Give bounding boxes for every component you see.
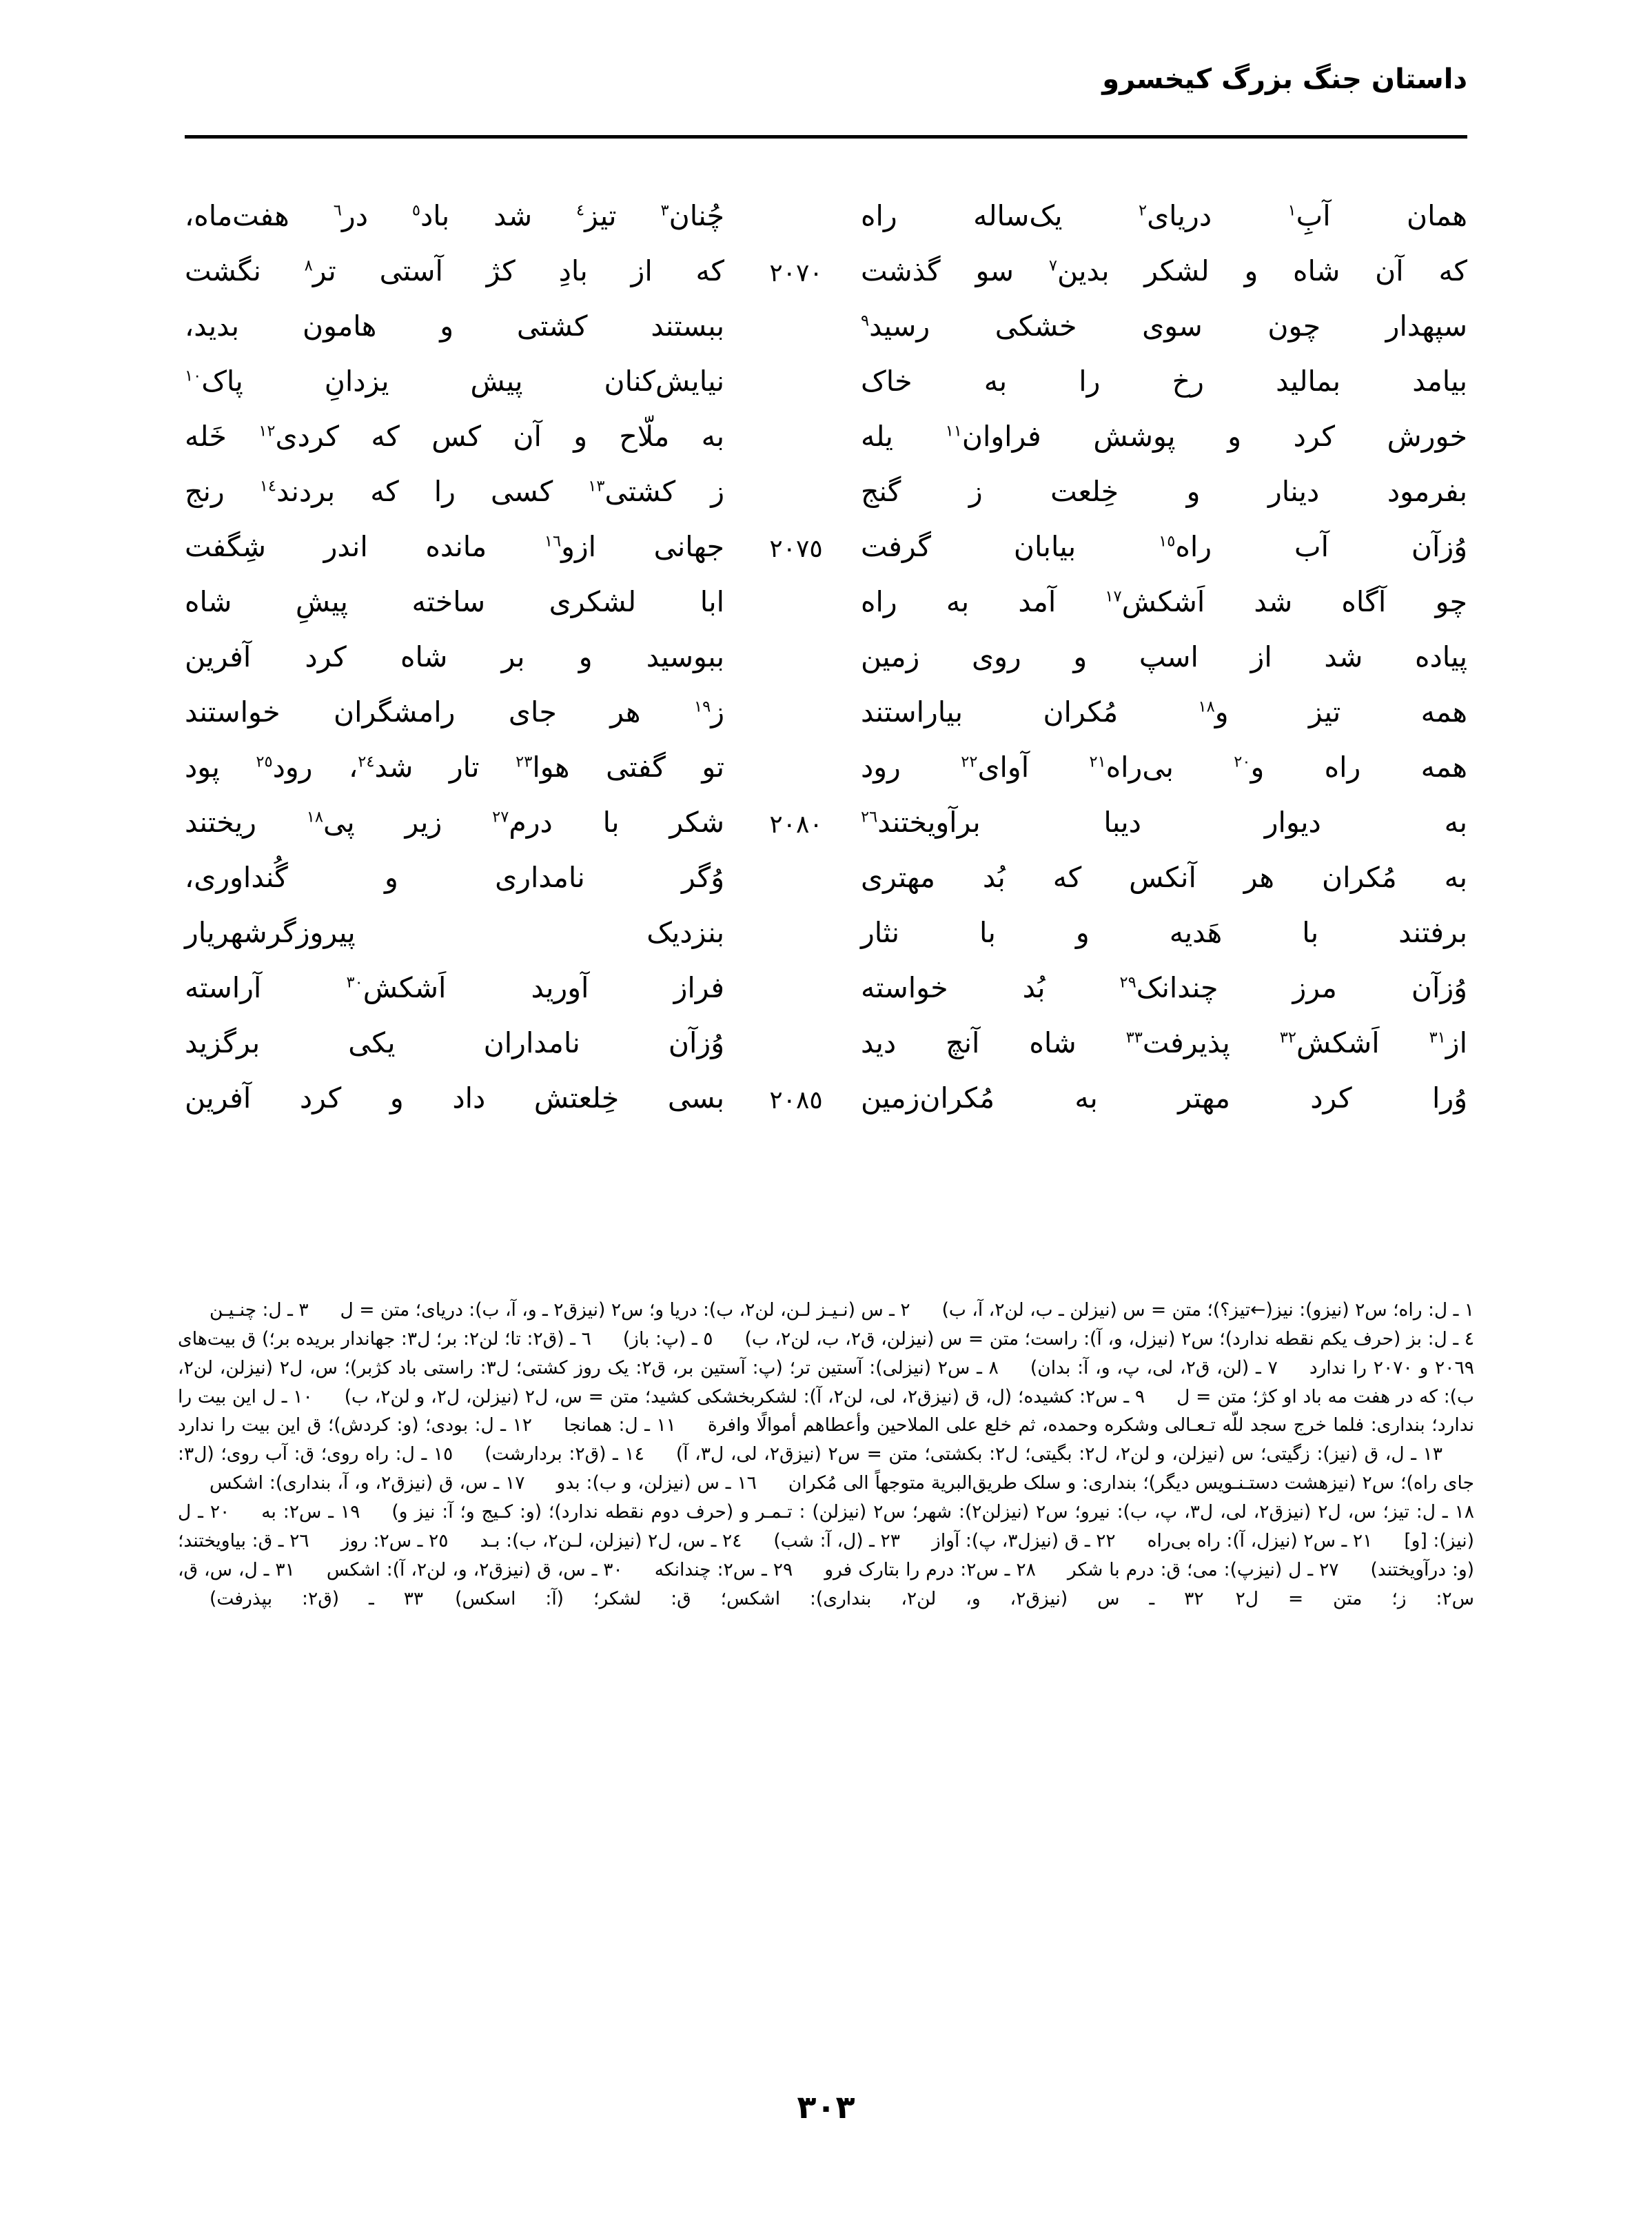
footnote-entry: ١٤ ـ (ق٢: بردارشت) xyxy=(485,1443,644,1465)
verse-number xyxy=(752,972,840,976)
footnote-entry: ٧ ـ (لن، ق٢، لی، پ، و، آ: بدان) xyxy=(1030,1356,1278,1378)
hemistich-right: بفرمود دینار و خِلعت ز گنج xyxy=(861,475,1467,508)
verse-line xyxy=(185,862,1467,917)
footnote-entry: ١٧ ـ س، ق (نیزق٢، و، آ، بنداری): اشکس xyxy=(210,1472,525,1494)
hemistich-right: وُزآن آب راه$^{١٥}$ بیابان گرفت xyxy=(861,530,1468,563)
verse-number xyxy=(752,420,840,425)
verse-line xyxy=(185,972,1467,1027)
verse-line xyxy=(185,200,1467,255)
verse-line xyxy=(185,255,1467,310)
verse-number: ٢٠٧٥ xyxy=(769,535,823,563)
footnote-entry: ١ ـ ل: راه؛ س٢ (نیزو): نیز(←تیز؟)؛ متن = س (نیزلن ـ ب، لن٢، آ، ب) xyxy=(941,1299,1475,1321)
footnote-entry: ٢٥ ـ س٢: روز xyxy=(340,1529,449,1551)
footnote-entry: ٢٧ ـ ل (نیزپ): می؛ ق: درم با شکر xyxy=(1067,1558,1339,1580)
verse-line xyxy=(185,751,1467,806)
page-number: ٣٠٣ xyxy=(797,2088,855,2126)
verse-line xyxy=(185,696,1467,751)
hemistich-left: شکر با درم$^{٢٧}$ زیر پی$^{١٨}$ ریختند xyxy=(185,806,725,839)
hemistich-right: وُزآن مرز چندانک$^{٢٩}$ بُد خواسته xyxy=(861,971,1467,1004)
footnote-entry: ١٦ ـ س (نیزلن، و ب): بدو xyxy=(556,1472,757,1494)
footnote-entry: ١٣ ـ ل، ق (نیز): زگیتی؛ س (نیزلن، و لن٢، ل٢: بگیتی؛ ل٢: بکشتی؛ متن = س٢ (نیزق٢، لی، ل٣، آ) xyxy=(675,1443,1443,1465)
hemistich-left: وُزآن نامداران یکی برگزید xyxy=(185,1026,724,1059)
footnote-entry: ٣٢ ـ س (نیزق٢، و، لن٢، بنداری): اشکس؛ ق: لشکر؛ (آ: اسکس) xyxy=(455,1587,1204,1609)
verse-number xyxy=(752,310,840,314)
hemistich-left: چُنان$^٣$ تیز$^٤$ شد باد$^٥$ در$^٦$ هفت‌ماه، xyxy=(185,199,724,232)
header-divider-rule xyxy=(185,135,1467,139)
footnote-entry: ٦ ـ (ق٢: تا؛ لن٢: بر؛ ل٣: جهاندار بریده بر؛) ق بیت‌های ٢٠٦٩ و ٢٠٧٠ را ندارد xyxy=(178,1327,1474,1378)
footnote-entry: ٥ ـ (پ: باز) xyxy=(622,1327,713,1350)
hemistich-left: فراز آورید اَشکش$^{٣٠}$ آراسته xyxy=(185,971,724,1004)
hemistich-right: سپهدار چون سوی خشکی رسید$^٩$ xyxy=(861,309,1467,343)
footnote-entry: ٢٦ ـ ق: بیاویختند؛ (و: درآویختند) xyxy=(178,1529,1475,1580)
hemistich-left: نیایش‌کنان پیش یزدانِ پاک$^{١٠}$ xyxy=(185,365,724,398)
verse-columns xyxy=(185,200,1467,1179)
hemistich-right: که آن شاه و لشکر بدین$^٧$ سو گذشت xyxy=(861,254,1467,287)
verse-line xyxy=(185,806,1467,862)
verse-line xyxy=(185,1082,1467,1137)
footnote-entry: ٢٢ ـ ق (نیزل٣، پ): آواز xyxy=(932,1529,1116,1551)
footnote-entry: ٢ ـ س (نـیـز لـن، لن٢، ب): دریا و؛ س٢ (نیزق٢ ـ و، آ، ب): دریای؛ متن = ل xyxy=(340,1299,910,1321)
hemistich-right: به دیوار دیبا برآویختند$^{٢٦}$ xyxy=(861,806,1467,839)
footnote-entry: ٢٤ ـ س، ل٢ (نیزلن، لـن٢، ب): بـد xyxy=(480,1529,742,1551)
hemistich-left: بسی خِلعتش داد و کرد آفرین xyxy=(185,1081,724,1114)
hemistich-left: ز کشتی$^{١٣}$ کسی را که بردند$^{١٤}$ رنج xyxy=(185,475,724,508)
footnote-entry: ٤ ـ ل: بز (حرف یکم نقطه ندارد)؛ س٢ (نیزل، و، آ): راست؛ متن = س (نیزلن، ق٢، ب، لن٢، ب) xyxy=(744,1327,1475,1350)
verse-number xyxy=(752,586,840,590)
verse-number xyxy=(752,200,840,204)
footnote-entry: ٢١ ـ س٢ (نیزل، آ): راه بی‌راه xyxy=(1147,1529,1373,1551)
hemistich-left: ببستند کشتی و هامون بدید، xyxy=(185,309,724,343)
footnote-entry: ١٢ ـ ل: بودی؛ (و: کردش)؛ ق این بیت را ندارد xyxy=(178,1414,533,1436)
verse-number xyxy=(752,862,840,866)
footnote-entry: ٣١ ـ ل، س، ق، س٢: ز؛ متن = ل٢ xyxy=(178,1558,1475,1609)
verse-line xyxy=(185,1027,1467,1082)
verse-number xyxy=(752,917,840,921)
footnote-entry: ١١ ـ ل: همانجا xyxy=(564,1414,676,1436)
verse-number xyxy=(752,1027,840,1031)
hemistich-right: بیامد بمالید رخ را به خاک xyxy=(861,365,1467,398)
hemistich-left: که از بادِ کژ آستی تر$^٨$ نگشت xyxy=(185,254,725,287)
hemistich-right: از$^{٣١}$ اَشکش$^{٣٢}$ پذیرفت$^{٣٣}$ شاه آنچ دید xyxy=(861,1026,1467,1059)
hemistich-left: ابا لشکری ساخته پیشِ شاه xyxy=(185,585,724,618)
hemistich-left: به ملّاح و آن کس که کردی$^{١٢}$ خَله xyxy=(185,420,725,453)
verse-line xyxy=(185,420,1467,476)
footnote-entry: ٣٣ ـ (ق٢: بپذرفت) xyxy=(210,1587,424,1609)
running-head-title: داستان جنگ بزرگ کیخسرو xyxy=(1102,63,1467,95)
footnote-entry: ١٥ ـ ل: راه روی؛ ق: آب روی؛ (ل٣: جای راه)؛ س٢ (نیزهشت دستـنـویس دیگر)؛ بنداری: و سلک طریق‌البریة متوجهاً الی مُکران xyxy=(178,1443,1474,1494)
hemistich-right: همه تیز و$^{١٨}$ مُکران بیاراستند xyxy=(861,695,1467,729)
footnote-entry: ٣ ـ ل: چنـیـن xyxy=(210,1299,309,1321)
footnote-entry: ٢٩ ـ س٢: چندانکه xyxy=(654,1558,793,1580)
verse-line xyxy=(185,476,1467,531)
footnote-entry: ١٠ ـ ل این بیت را ندارد؛ بنداری: فلما خرج سجد للّه تـعـالی وشکره وحمده، ثم خلع علی الملاحین وأعطاهم أموالًا وافرة xyxy=(178,1385,1474,1436)
footnote-entry: ١٩ ـ س٢: به xyxy=(261,1501,360,1523)
footnote-entry: ٣٠ ـ س، ق (نیزق٢، و، لن٢، آ): اشکس xyxy=(326,1558,623,1580)
hemistich-right: برفتند با هَدیه و با نثار xyxy=(861,916,1467,949)
hemistich-left: ببوسید و بر شاه کرد آفرین xyxy=(185,640,724,673)
hemistich-right: همان آبِ$^١$ دریای$^٢$ یک‌ساله راه xyxy=(861,199,1467,232)
footnote-entry: ٢٨ ـ س٢: درم را بتارک فرو xyxy=(824,1558,1036,1580)
hemistich-right: پیاده شد از اسپ و روی زمین xyxy=(861,640,1467,673)
verse-line xyxy=(185,365,1467,420)
hemistich-right: چو آگاه شد اَشکش$^{١٧}$ آمد به راه xyxy=(861,585,1467,618)
verse-number: ٢٠٧٠ xyxy=(769,259,823,287)
verse-number: ٢٠٨٥ xyxy=(769,1086,823,1114)
verse-number: ٢٠٨٠ xyxy=(769,811,823,839)
hemistich-left: وُگر نامداری و گُنداوری، xyxy=(185,861,724,894)
footnote-apparatus xyxy=(178,1296,1474,1613)
verse-line xyxy=(185,531,1467,586)
verse-number xyxy=(752,696,840,700)
verse-line xyxy=(185,641,1467,696)
footnote-entry: ١٨ ـ ل: تیز؛ س، ل٢ (نیزق٢، لی، ل٣، پ، ب): نیرو؛ س٢ (نیزلن٢): شهر؛ س٢ (نیزلن) : تـمـر و (حرف دوم نقطه ندارد)؛ (و: کـیج و؛ آ: نیز و) xyxy=(391,1501,1474,1523)
hemistich-right: همه راه و$^{٢٠}$ بی‌راه$^{٢١}$ آوای$^{٢٢}$ رود xyxy=(861,751,1467,784)
hemistich-left: بنزدیک پیروزگرشهریار xyxy=(185,916,724,949)
verse-line xyxy=(185,310,1467,365)
hemistich-left: ز$^{١٩}$ هر جای رامشگران خواستند xyxy=(185,695,724,729)
hemistich-left: جهانی ازو$^{١٦}$ مانده اندر شِگفت xyxy=(185,530,725,563)
verse-number xyxy=(752,641,840,645)
footnote-entry: ٢٣ ـ (ل، آ: شب) xyxy=(773,1529,901,1551)
footnote-entry: ٩ ـ س٢: کشیده؛ (ل، ق (نیزق٢، لی، لن٢، آ): لشکربخشکی کشید؛ متن = س، ل٢ (نیزلن، ل٢، و لن٢، ب) xyxy=(344,1385,1145,1407)
hemistich-right: خورش کرد و پوشش فراوان$^{١١}$ یله xyxy=(861,420,1467,453)
footnote-entry: ٢٠ ـ ل (نیز): [و] xyxy=(178,1501,1475,1551)
footnote-entry: ٨ ـ س٢ (نیزلی): آستین تر؛ (پ: آستین بر، ق٢: یک روز کشتی؛ ل٣: راستی باد کژبر)؛ س، ل٢ (نیزلن، لن٢، ب): که در هفت مه باد او کژ؛ متن = ل xyxy=(178,1356,1474,1407)
verse-number xyxy=(752,365,840,369)
verse-line xyxy=(185,917,1467,972)
verse-line xyxy=(185,586,1467,641)
verse-number xyxy=(752,476,840,480)
hemistich-right: وُرا کرد مهتر به مُکران‌زمین xyxy=(861,1081,1467,1114)
hemistich-right: به مُکران هر آنکس که بُد مهتری xyxy=(861,861,1467,894)
hemistich-left: تو گفتی هوا$^{٢٣}$ تار شد$^{٢٤}$، رود$^{٢٥}$ پود xyxy=(185,751,725,784)
verse-number xyxy=(752,751,840,755)
